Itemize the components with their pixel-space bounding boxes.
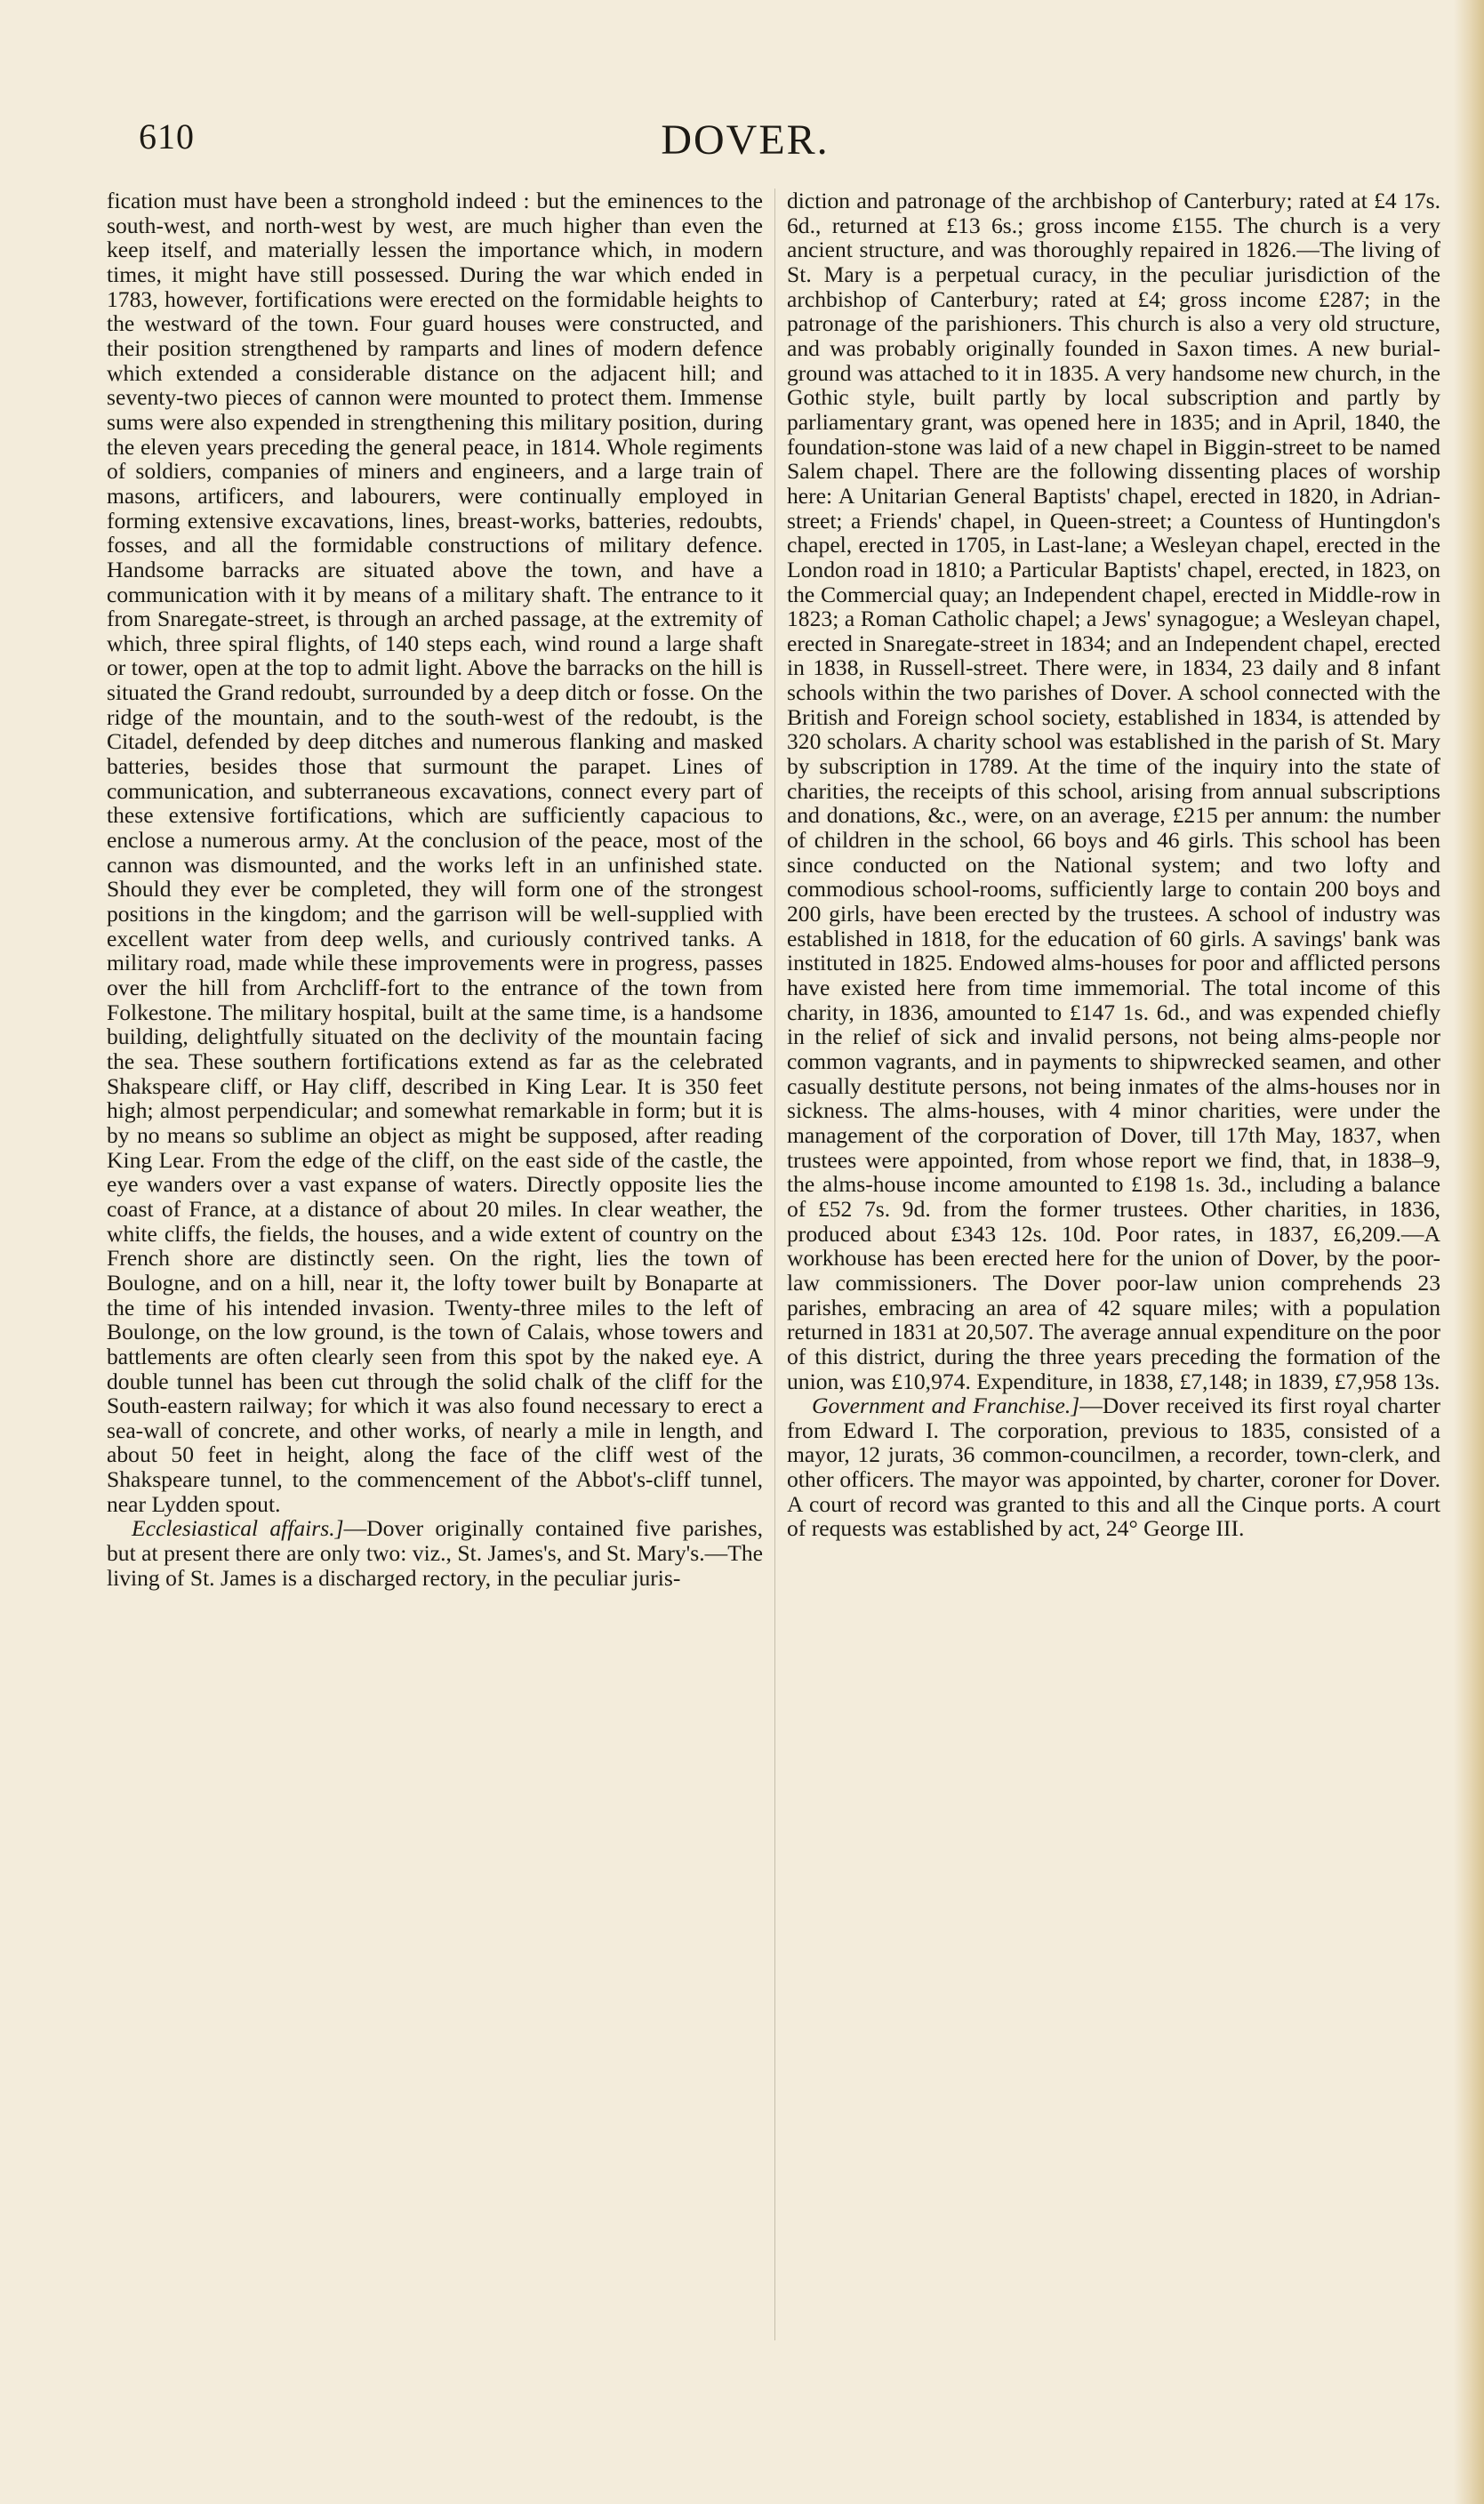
left-paragraph-fortifications: fication must have been a stronghold indeed : but the eminences to the south-west, and north-west by west, are much higher than even the keep itself, and materially lessen the importance which, in modern times, it might have still possessed. During the war which ended in 1783, however, fortifications were erected on the formidable heights to the westward of the town. Four guard houses were constructed, and their position strengthened by ramparts and lines of modern defence which extended a considerable distance on the adjacent hill; and seventy-two pieces of cannon were mounted to protect them. Immense sums were also expended in strengthening this military position, during the eleven years preceding the general peace, in 1814. Whole regiments of soldiers, companies of miners and engineers, and a large train of masons, artificers, and labourers, were continually employed in forming extensive excavations, lines, breast-works, batteries, redoubts, fosses, and all the formidable constructions of military defence. Handsome barracks are situated above the town, and have a communication with it by means of a military shaft. The entrance to it from Snaregate-street, is through an arched passage, at the extremity of which, three spiral flights, of 140 steps each, wind round a large shaft or tower, open at the top to admit light. Above the barracks on the hill is situated the Grand redoubt, surrounded by a deep ditch or fosse. On the ridge of the mountain, and to the south-west of the redoubt, is the Citadel, defended by deep ditches and numerous flanking and masked batteries, besides those that surmount the parapet. Lines of communication, and subterraneous excavations, connect every part of these extensive fortifications, which are sufficiently capacious to enclose a numerous army. At the conclusion of the peace, most of the cannon was dismounted, and the works left in an unfinished state. Should they ever be completed, they will form one of the strongest positions in the kingdom; and the garrison will be well-supplied with excellent water from deep wells, and curiously contrived tanks. A military road, made while these improvements were in progress, passes over the hill from Archcliff-fort to the entrance of the town from Folkestone. The military hospital, built at the same time, is a handsome building, delightfully situated on the declivity of the mountain facing the sea. These southern fortifications extend as far as the celebrated Shakspeare cliff, or Hay cliff, described in King Lear. It is 350 feet high; almost perpendicular; and somewhat remarkable in form; but it is by no means so sublime an object as might be supposed, after reading King Lear. From the edge of the cliff, on the east side of the castle, the eye wanders over a vast expanse of waters. Directly opposite lies the coast of France, at a distance of about 20 miles. In clear weather, the white cliffs, the fields, the houses, and a wide extent of country on the French shore are distinctly seen. On the right, lies the town of Boulogne, and on a hill, near it, the lofty tower built by Bonaparte at the time of his intended invasion. Twenty-three miles to the left of Boulonge, on the low ground, is the town of Calais, whose towers and battlements are often clearly seen from this spot by the naked eye. A double tunnel has been cut through the solid chalk of the cliff for the South-eastern railway; for which it was also found necessary to erect a sea-wall of concrete, and other works, of nearly a mile in length, and about 50 feet in height, along the face of the cliff west of the Shakspeare tunnel, to the commencement of the Abbot's-cliff tunnel, near Lydden spout. — [107, 189, 763, 1517]
government-text: —Dover received its first royal charter from Edward I. The corporation, previous to 1835, consisted of a mayor, 12 jurats, 36 common-councilmen, a recorder, town-clerk, and other officers. The mayor was appointed, by charter, coroner for Dover. A court of record was granted to this and all the Cinque ports. A court of requests was established by act, 24° George III. — [787, 1392, 1440, 1542]
right-paragraph-government — [787, 1393, 1440, 1541]
section-heading-ecclesiastical: Ecclesiastical affairs.] — [132, 1515, 344, 1542]
left-column — [107, 189, 763, 2340]
section-heading-government: Government and Franchise.] — [812, 1392, 1080, 1419]
page-number: 610 — [139, 116, 195, 156]
running-head: DOVER. — [661, 116, 830, 164]
page-edge — [1454, 0, 1484, 2504]
ecclesiastical-text: —Dover originally contained five parishes, but at present there are only two: viz., St. James's, and St. Mary's.—The living of St. James is a discharged rectory, in the peculiar juris- — [107, 1515, 763, 1591]
right-column — [787, 189, 1440, 2340]
left-paragraph-ecclesiastical — [107, 1516, 763, 1590]
right-paragraph-churches-charities: diction and patronage of the archbishop of Canterbury; rated at £4 17s. 6d., returned at £13 6s.; gross income £155. The church is a very ancient structure, and was thoroughly repaired in 1826.—The living of St. Mary is a perpetual curacy, in the peculiar jurisdiction of the archbishop of Canterbury; rated at £4; gross income £287; in the patronage of the parishioners. This church is also a very old structure, and was probably originally founded in Saxon times. A new burial-ground was attached to it in 1835. A very handsome new church, in the Gothic style, built partly by local subscription and partly by parliamentary grant, was opened here in 1835; and in April, 1840, the foundation-stone was laid of a new chapel in Biggin-street to be named Salem chapel. There are the following dissenting places of worship here: A Unitarian General Baptists' chapel, erected in 1820, in Adrian-street; a Friends' chapel, in Queen-street; a Countess of Huntingdon's chapel, erected in 1705, in Last-lane; a Wesleyan chapel, erected in the London road in 1810; a Particular Baptists' chapel, erected, in 1823, on the Commercial quay; an Independent chapel, erected in Middle-row in 1823; a Roman Catholic chapel; a Jews' synagogue; a Wesleyan chapel, erected in Snaregate-street in 1834; and an Independent chapel, erected in 1838, in Russell-street. There were, in 1834, 23 daily and 8 infant schools within the two parishes of Dover. A school connected with the British and Foreign school society, established in 1834, is attended by 320 scholars. A charity school was established in the parish of St. Mary by subscription in 1789. At the time of the inquiry into the state of charities, the receipts of this school, arising from annual subscriptions and donations, &c., were, on an average, £215 per annum: the number of children in the school, 66 boys and 46 girls. This school has been since conducted on the National system; and two lofty and commodious school-rooms, sufficiently large to contain 200 boys and 200 girls, have been erected by the trustees. A school of industry was established in 1818, for the education of 60 girls. A savings' bank was instituted in 1825. Endowed alms-houses for poor and afflicted persons have existed here from time immemorial. The total income of this charity, in 1836, amounted to £147 1s. 6d., and was expended chiefly in the relief of sick and invalid persons, not being alms-people nor common vagrants, and in payments to shipwrecked seamen, and other casually destitute persons, not being inmates of the alms-houses nor in sickness. The alms-houses, with 4 minor charities, were under the management of the corporation of Dover, till 17th May, 1837, when trustees were appointed, from whose report we find, that, in 1838–9, the alms-house income amounted to £198 1s. 3d., including a balance of £52 7s. 9d. from the former trustees. Other charities, in 1836, produced about £343 12s. 10d. Poor rates, in 1837, £6,209.—A workhouse has been erected here for the union of Dover, by the poor-law commissioners. The Dover poor-law union comprehends 23 parishes, embracing an area of 42 square miles; with a population returned in 1831 at 20,507. The average annual expenditure on the poor of this district, during the three years preceding the formation of the union, was £10,974. Expenditure, in 1838, £7,148; in 1839, £7,958 13s. — [787, 189, 1440, 1394]
page-header — [105, 116, 1385, 169]
column-divider — [774, 189, 775, 2340]
